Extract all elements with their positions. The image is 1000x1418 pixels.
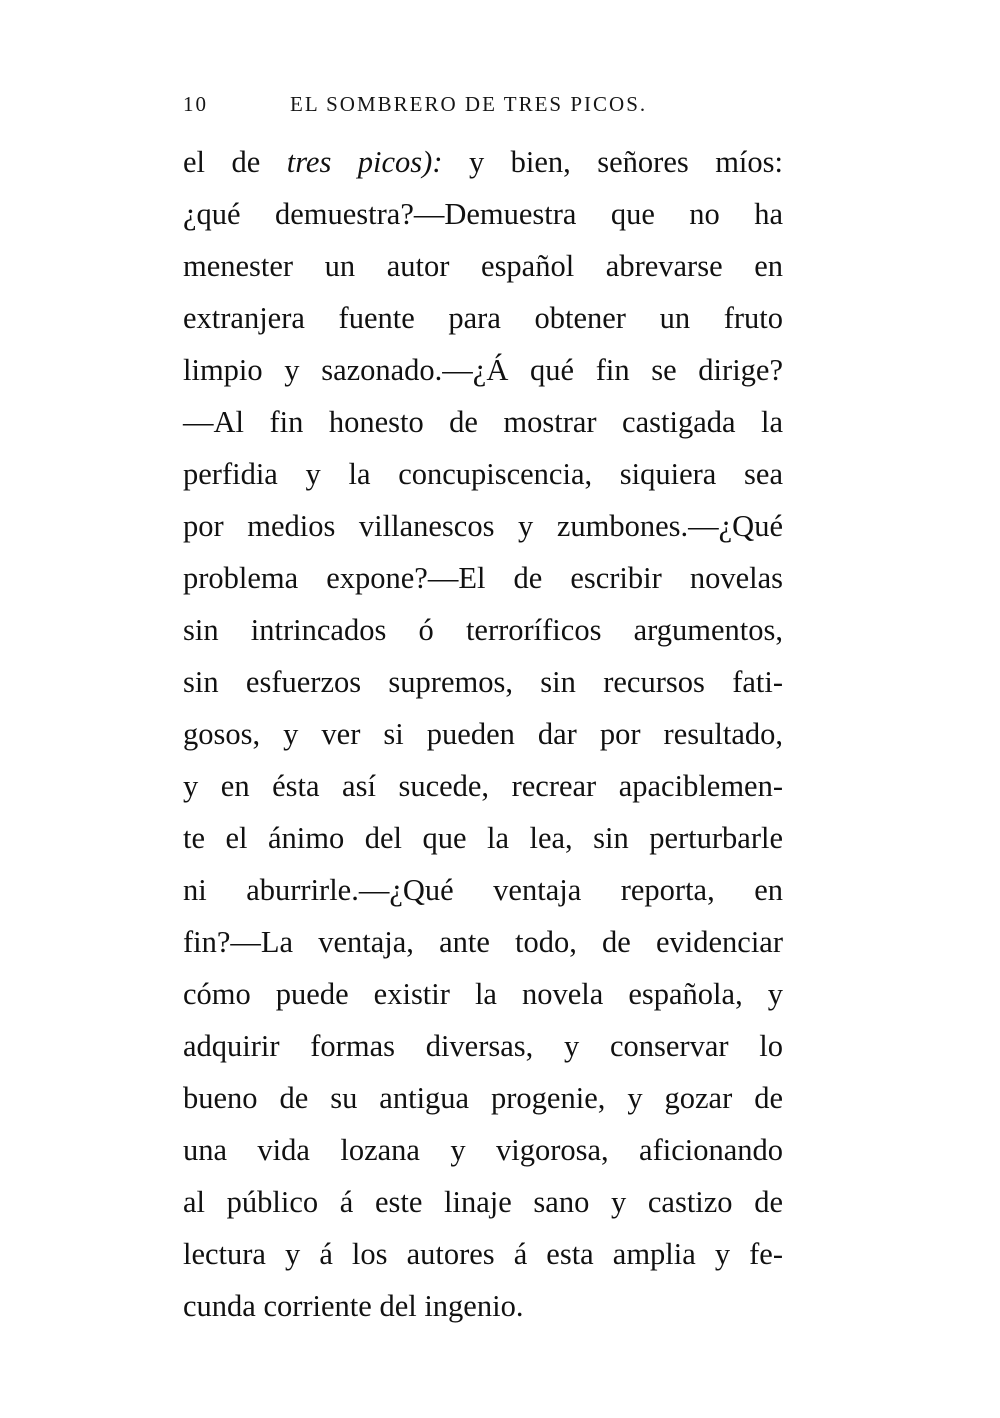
text-line: lectura y á los autores á esta amplia y fe- [183,1237,783,1271]
text-line: ni aburrirle.—¿Qué ventaja reporta, en [183,873,783,907]
text-line: bueno de su antigua progenie, y gozar de [183,1081,783,1115]
text-line: —Al fin honesto de mostrar castigada la [183,405,783,439]
italic-title: tres picos): [286,145,443,179]
text-line: extranjera fuente para obtener un fruto [183,301,783,335]
text-line: una vida lozana y vigorosa, aficionando [183,1133,783,1167]
text-line [183,136,783,188]
text-line: cómo puede existir la novela española, y [183,977,783,1011]
text-line: gosos, y ver si pueden dar por resultado, [183,717,783,751]
page-header [183,92,783,124]
text-line-start: el de [183,145,287,179]
text-line: limpio y sazonado.—¿Á qué fin se dirige? [183,353,783,387]
body-text [183,136,783,1332]
text-line: ¿qué demuestra?—Demuestra que no ha [183,197,783,231]
text-line: adquirir formas diversas, y conservar lo [183,1029,783,1063]
text-line: al público á este linaje sano y castizo de [183,1185,783,1219]
text-line: te el ánimo del que la lea, sin perturbarle [183,821,783,855]
text-line: por medios villanescos y zumbones.—¿Qué [183,509,783,543]
text-line: perfidia y la concupiscencia, siquiera sea [183,457,783,491]
text-line: fin?—La ventaja, ante todo, de evidenciar [183,925,783,959]
text-line: cunda corriente del ingenio. [183,1289,524,1323]
text-line: sin esfuerzos supremos, sin recursos fati- [183,665,783,699]
text-line: y en ésta así sucede, recrear apaciblemen- [183,769,783,803]
text-line: problema expone?—El de escribir novelas [183,561,783,595]
running-title: EL SOMBRERO DE TRES PICOS. [290,92,648,116]
text-line-end: y bien, señores míos: [442,145,783,179]
text-line: sin intrincados ó terroríficos argumentos, [183,613,783,647]
text-line: menester un autor español abrevarse en [183,249,783,283]
page-number: 10 [183,92,208,116]
